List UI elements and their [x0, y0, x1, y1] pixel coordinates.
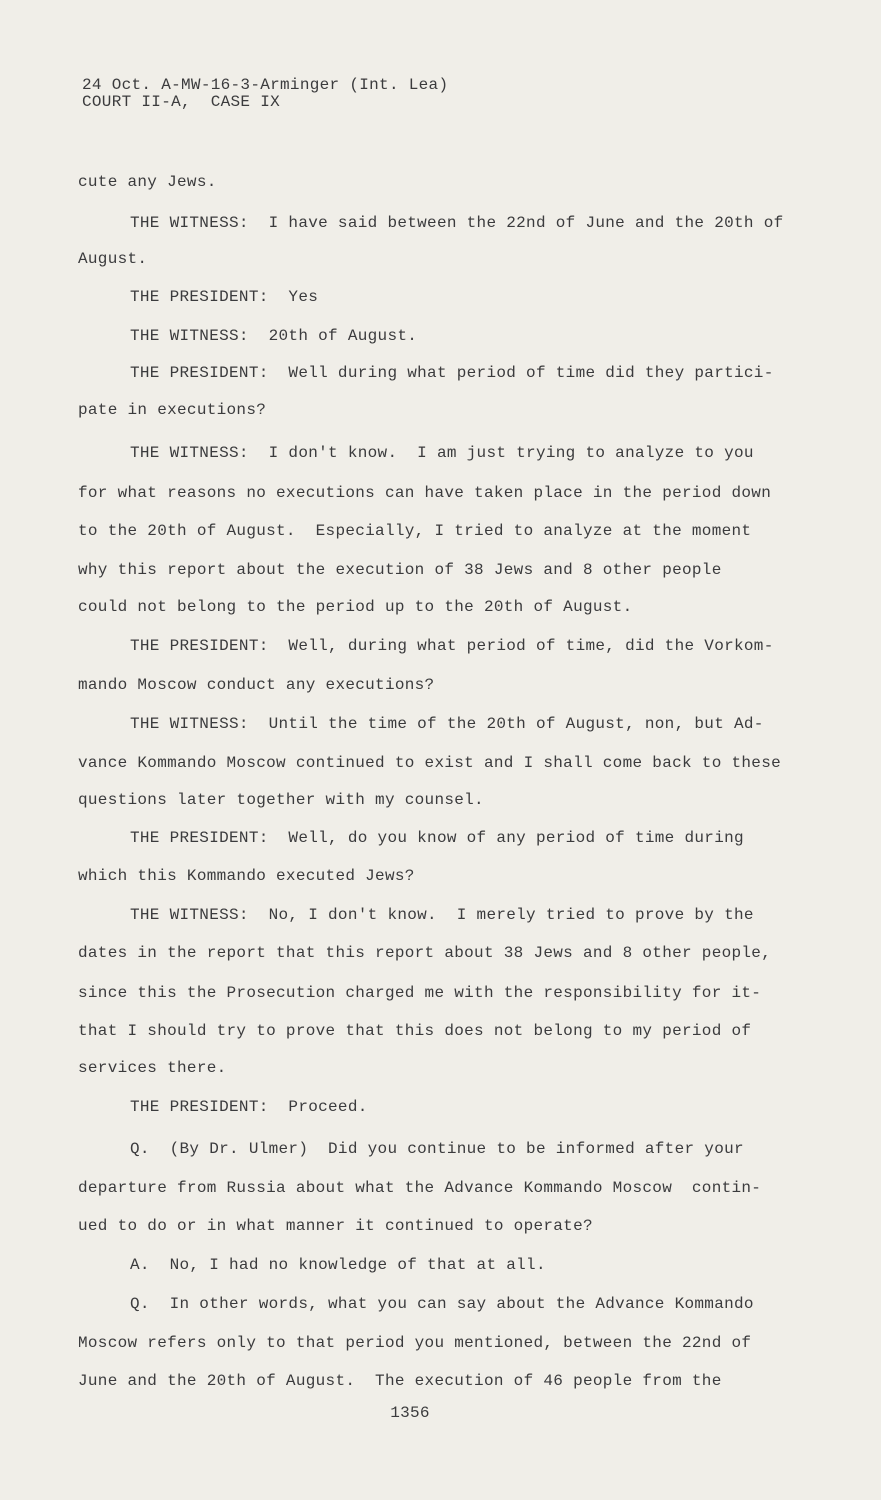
transcript-line: ued to do or in what manner it continued to operate? [78, 1217, 593, 1235]
transcript-line: THE WITNESS: Until the time of the 20th of August, non, but Ad- [130, 715, 764, 733]
transcript-line: THE PRESIDENT: Yes [130, 288, 319, 306]
transcript-line: which this Kommando executed Jews? [78, 867, 415, 885]
transcript-line: Q. (By Dr. Ulmer) Did you continue to be informed after your [130, 1140, 744, 1158]
transcript-line: THE WITNESS: No, I don't know. I merely tried to prove by the [130, 906, 754, 924]
transcript-line: since this the Prosecution charged me with the responsibility for it- [78, 984, 762, 1002]
transcript-line: THE PRESIDENT: Proceed. [130, 1098, 368, 1116]
transcript-line: dates in the report that this report about 38 Jews and 8 other people, [78, 944, 772, 962]
transcript-line: could not belong to the period up to the 20th of August. [78, 598, 633, 616]
transcript-line: THE PRESIDENT: Well during what period of time did they partici- [130, 364, 774, 382]
header-line-2: COURT II-A, CASE IX [82, 93, 281, 111]
transcript-line: Q. In other words, what you can say about the Advance Kommando [130, 1295, 754, 1313]
transcript-line: A. No, I had no knowledge of that at all. [130, 1256, 546, 1274]
transcript-line: THE WITNESS: 20th of August. [130, 327, 418, 345]
header-line-1: 24 Oct. A-MW-16-3-Arminger (Int. Lea) [82, 76, 449, 94]
transcript-line: cute any Jews. [78, 173, 217, 191]
transcript-line: mando Moscow conduct any executions? [78, 676, 435, 694]
transcript-line: for what reasons no executions can have taken place in the period down [78, 484, 772, 502]
transcript-line: departure from Russia about what the Advance Kommando Moscow contin- [78, 1179, 762, 1197]
page-number: 1356 [390, 1404, 430, 1422]
transcript-line: THE WITNESS: I have said between the 22nd of June and the 20th of [130, 214, 784, 232]
transcript-line: that I should try to prove that this does not belong to my period of [78, 1022, 752, 1040]
transcript-line: THE WITNESS: I don't know. I am just trying to analyze to you [130, 444, 754, 462]
transcript-line: to the 20th of August. Especially, I tried to analyze at the moment [78, 522, 752, 540]
transcript-line: June and the 20th of August. The execution of 46 people from the [78, 1372, 722, 1390]
transcript-line: vance Kommando Moscow continued to exist and I shall come back to these [78, 754, 782, 772]
transcript-line: August. [78, 250, 148, 268]
transcript-line: services there. [78, 1059, 227, 1077]
transcript-line: why this report about the execution of 38 Jews and 8 other people [78, 561, 722, 579]
transcript-line: Moscow refers only to that period you mentioned, between the 22nd of [78, 1334, 752, 1352]
transcript-line: THE PRESIDENT: Well, do you know of any period of time during [130, 829, 744, 847]
transcript-line: pate in executions? [78, 401, 267, 419]
transcript-line: THE PRESIDENT: Well, during what period of time, did the Vorkom- [130, 637, 774, 655]
transcript-line: questions later together with my counsel. [78, 791, 484, 809]
